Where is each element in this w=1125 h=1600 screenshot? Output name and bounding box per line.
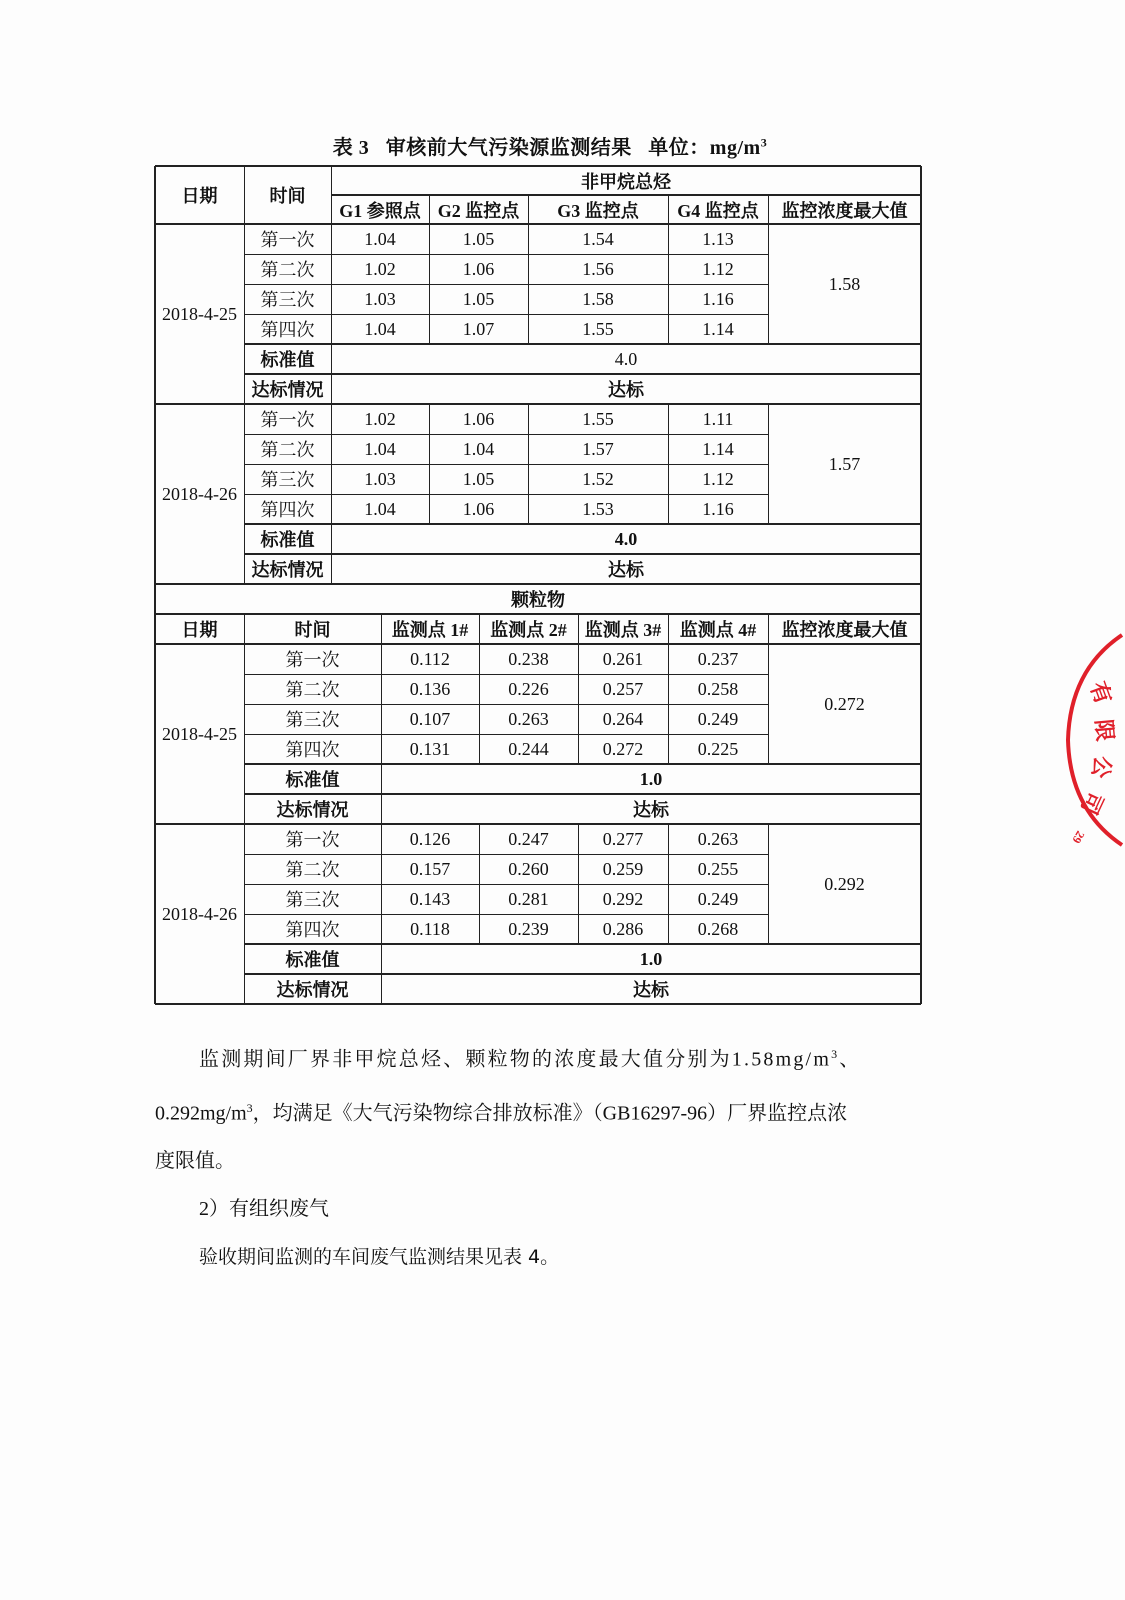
table-rule	[668, 404, 669, 434]
data-cell: 1.52	[582, 468, 614, 489]
column-header: 监控浓度最大值	[781, 620, 908, 640]
max-value-cell: 1.57	[828, 453, 861, 474]
data-cell: 0.259	[602, 858, 644, 879]
table-rule	[381, 794, 382, 824]
table-number: 表 3	[332, 137, 370, 159]
table-rule	[768, 195, 769, 224]
data-cell: 0.136	[409, 678, 451, 699]
table-rule	[668, 434, 669, 464]
table-rule	[479, 884, 480, 914]
unit-label: 单位：	[648, 137, 710, 159]
table-rule	[244, 166, 245, 224]
table-rule	[528, 314, 529, 344]
table-rule	[244, 644, 245, 824]
table-rule	[429, 254, 430, 284]
table-rule	[668, 734, 669, 764]
data-cell: 1.13	[702, 228, 734, 249]
table-rule	[668, 224, 669, 254]
table-rule	[381, 944, 382, 974]
paragraph-line: 度限值。	[155, 1150, 235, 1173]
table-rule	[668, 854, 669, 884]
table-rule	[479, 614, 480, 644]
data-cell: 1.55	[582, 318, 614, 339]
table-rule	[429, 284, 430, 314]
data-cell: 1.03	[364, 468, 396, 489]
table-rule	[578, 914, 579, 944]
table-rule	[668, 284, 669, 314]
table-rule	[331, 374, 332, 404]
paragraph-line	[155, 1030, 945, 1084]
data-cell: 0.237	[697, 648, 739, 669]
superscript: 3	[246, 1100, 253, 1115]
data-cell: 0.281	[508, 888, 549, 909]
table-rule	[331, 524, 332, 554]
data-cell: 0.264	[602, 708, 644, 729]
table-rule	[331, 464, 332, 494]
table-rule	[668, 254, 669, 284]
table-rule	[668, 494, 669, 524]
table-rule	[668, 824, 669, 854]
table-rule	[381, 974, 382, 1004]
column-header: 监测点 2#	[490, 620, 567, 640]
data-cell: 0.126	[409, 828, 451, 849]
column-header: 监测点 4#	[679, 620, 757, 640]
row-time-label: 第二次	[285, 680, 340, 700]
table-rule	[668, 314, 669, 344]
compliance-label: 达标情况	[251, 560, 324, 580]
data-cell: 0.112	[410, 648, 450, 669]
data-cell: 0.239	[508, 918, 549, 939]
data-cell: 1.02	[364, 258, 396, 279]
data-cell: 1.04	[364, 228, 396, 249]
row-time-label: 第一次	[260, 230, 315, 250]
seal-char: 公	[1087, 754, 1116, 781]
table-rule	[578, 674, 579, 704]
compliance-label: 达标情况	[276, 800, 349, 820]
table-rule	[528, 404, 529, 434]
table-rule	[479, 704, 480, 734]
column-header: 日期	[181, 620, 218, 640]
date-cell: 2018-4-26	[162, 483, 237, 504]
row-time-label: 第一次	[285, 830, 340, 850]
text: 0.292mg/m	[155, 1102, 247, 1125]
column-header: 监控浓度最大值	[781, 200, 908, 221]
seal-char: 限	[1091, 718, 1118, 743]
text: 监测期间厂界非甲烷总烃、颗粒物的浓度最大值分别为1.58mg/m	[199, 1048, 832, 1071]
table-rule	[668, 884, 669, 914]
table-rule	[668, 704, 669, 734]
table-rule	[528, 284, 529, 314]
table-rule	[528, 464, 529, 494]
data-cell: 0.260	[508, 858, 549, 879]
table-rule	[528, 254, 529, 284]
group-header: 非甲烷总烃	[581, 171, 671, 192]
table-rule	[244, 404, 245, 584]
table-rule	[479, 644, 480, 674]
data-cell: 1.02	[364, 408, 396, 429]
table-rule	[578, 704, 579, 734]
table-rule	[668, 464, 669, 494]
paragraph-summary	[155, 1030, 945, 1281]
table-rule	[528, 224, 529, 254]
row-time-label: 第四次	[260, 320, 315, 340]
data-cell: 0.292	[602, 888, 644, 909]
data-cell: 1.53	[582, 498, 614, 519]
table-rule	[155, 1003, 921, 1005]
unit-superscript: 3	[760, 135, 768, 150]
table-rule	[578, 644, 579, 674]
data-cell: 1.16	[702, 288, 734, 309]
data-cell: 1.03	[364, 288, 396, 309]
table-rule	[429, 195, 430, 224]
table-rule	[381, 674, 382, 704]
data-cell: 0.257	[602, 678, 644, 699]
data-cell: 0.247	[508, 828, 549, 849]
data-cell: 0.261	[602, 648, 644, 669]
table-rule	[244, 224, 245, 404]
standard-value: 1.0	[639, 948, 663, 969]
data-cell: 1.06	[462, 498, 495, 519]
table-rule	[331, 194, 921, 196]
table-rule	[381, 884, 382, 914]
table-rule	[479, 854, 480, 884]
table-rule	[381, 824, 382, 854]
table-rule	[381, 704, 382, 734]
column-header: 监测点 3#	[584, 620, 662, 640]
compliance-label: 达标情况	[251, 380, 324, 400]
max-value-cell: 1.58	[828, 273, 861, 294]
data-cell: 1.12	[702, 468, 734, 489]
row-time-label: 第三次	[260, 470, 315, 490]
table-rule	[528, 494, 529, 524]
compliance-value: 达标	[608, 560, 644, 580]
max-value-cell: 0.272	[824, 693, 865, 714]
table-rule	[429, 434, 430, 464]
row-time-label: 第三次	[260, 290, 315, 310]
compliance-value: 达标	[633, 800, 669, 820]
table-title: 审核前大气污染源监测结果	[385, 137, 632, 159]
data-cell: 0.258	[697, 678, 739, 699]
table-rule	[578, 824, 579, 854]
table-rule	[578, 734, 579, 764]
table-rule	[331, 494, 332, 524]
table-rule	[578, 884, 579, 914]
data-cell: 1.05	[462, 228, 495, 249]
row-time-label: 第二次	[260, 440, 315, 460]
data-cell: 0.249	[697, 708, 739, 729]
table-rule	[578, 614, 579, 644]
table-rule	[381, 854, 382, 884]
table-rule	[331, 224, 332, 254]
data-cell: 0.143	[409, 888, 451, 909]
data-cell: 0.263	[508, 708, 549, 729]
column-header: G1 参照点	[339, 200, 421, 221]
data-cell: 1.04	[364, 318, 396, 339]
data-cell: 1.06	[462, 258, 495, 279]
data-cell: 0.238	[508, 648, 549, 669]
compliance-value: 达标	[633, 980, 669, 1000]
column-header: 时间	[294, 620, 331, 640]
data-cell: 1.14	[702, 438, 734, 459]
column-header: G2 监控点	[437, 200, 520, 221]
table-rule	[331, 254, 332, 284]
data-cell: 0.286	[602, 918, 644, 939]
date-cell: 2018-4-26	[162, 903, 237, 924]
data-cell: 0.263	[697, 828, 739, 849]
standard-label: 标准值	[260, 350, 315, 370]
table-rule	[331, 314, 332, 344]
table-rule	[244, 824, 245, 1004]
standard-label: 标准值	[285, 770, 340, 790]
table-rule	[768, 614, 769, 644]
table-rule	[244, 614, 245, 644]
compliance-value: 达标	[608, 380, 644, 400]
unit: mg/m	[709, 137, 761, 159]
data-cell: 1.04	[364, 438, 396, 459]
company-seal-stamp	[1060, 630, 1125, 850]
table-rule	[331, 284, 332, 314]
data-cell: 1.04	[364, 498, 396, 519]
row-time-label: 第一次	[260, 410, 315, 430]
data-cell: 0.272	[602, 738, 644, 759]
data-cell: 1.55	[582, 408, 614, 429]
table-rule	[528, 434, 529, 464]
table-rule	[331, 166, 332, 224]
table-rule	[381, 764, 382, 794]
seal-char: 司	[1076, 787, 1109, 819]
data-cell: 0.225	[697, 738, 739, 759]
data-cell: 1.58	[582, 288, 614, 309]
column-header: 日期	[181, 186, 218, 206]
row-time-label: 第四次	[285, 740, 340, 760]
paragraph-reference: 验收期间监测的车间废气监测结果见表 4。	[199, 1246, 560, 1269]
table-rule	[429, 314, 430, 344]
column-header: G3 监控点	[557, 200, 639, 221]
standard-value: 1.0	[639, 768, 663, 789]
data-cell: 0.118	[410, 918, 450, 939]
table-rule	[381, 644, 382, 674]
standard-value: 4.0	[614, 348, 638, 369]
table-rule	[479, 914, 480, 944]
data-cell: 1.06	[462, 408, 495, 429]
table-rule	[381, 614, 382, 644]
compliance-label: 达标情况	[276, 980, 349, 1000]
data-cell: 0.226	[508, 678, 549, 699]
row-time-label: 第二次	[285, 860, 340, 880]
data-cell: 0.107	[409, 708, 451, 729]
data-cell: 1.11	[702, 408, 734, 429]
data-cell: 1.16	[702, 498, 734, 519]
data-cell: 0.277	[602, 828, 644, 849]
data-cell: 0.244	[508, 738, 549, 759]
table-rule	[528, 195, 529, 224]
table-rule	[920, 166, 922, 1004]
table-rule	[668, 614, 669, 644]
table-rule	[578, 854, 579, 884]
column-header: 时间	[269, 186, 306, 206]
table-rule	[155, 165, 921, 167]
table-rule	[331, 434, 332, 464]
row-time-label: 第四次	[260, 500, 315, 520]
group-header: 颗粒物	[511, 590, 565, 610]
data-cell: 1.57	[582, 438, 614, 459]
table-rule	[479, 674, 480, 704]
data-cell: 1.12	[702, 258, 734, 279]
data-cell: 1.54	[582, 228, 614, 249]
row-time-label: 第三次	[285, 710, 340, 730]
table-rule	[479, 734, 480, 764]
data-cell: 0.157	[409, 858, 451, 879]
subheading-organized-gas: 2）有组织废气	[199, 1198, 329, 1221]
column-header: G4 监控点	[677, 200, 759, 221]
column-header: 监测点 1#	[391, 620, 469, 640]
standard-value: 4.0	[614, 528, 638, 549]
row-time-label: 第一次	[285, 650, 340, 670]
seal-char: 有	[1085, 678, 1117, 708]
table-rule	[668, 195, 669, 224]
data-cell: 1.05	[462, 468, 495, 489]
superscript: 3	[831, 1047, 840, 1061]
row-time-label: 第四次	[285, 920, 340, 940]
table-rule	[381, 914, 382, 944]
data-cell: 0.249	[697, 888, 739, 909]
table-rule	[381, 734, 382, 764]
table-rule	[331, 554, 332, 584]
data-cell: 1.07	[462, 318, 495, 339]
table-rule	[429, 404, 430, 434]
table-rule	[429, 224, 430, 254]
row-time-label: 第三次	[285, 890, 340, 910]
table-rule	[331, 404, 332, 434]
table-caption	[0, 131, 1100, 160]
data-cell: 0.131	[409, 738, 451, 759]
table-rule	[668, 914, 669, 944]
max-value-cell: 0.292	[824, 873, 865, 894]
data-cell: 0.268	[697, 918, 739, 939]
data-cell: 0.255	[697, 858, 739, 879]
data-cell: 1.14	[702, 318, 734, 339]
table-rule	[429, 494, 430, 524]
text: 、	[839, 1048, 862, 1071]
date-cell: 2018-4-25	[162, 723, 237, 744]
table-rule	[429, 464, 430, 494]
table-rule	[479, 824, 480, 854]
data-cell: 1.04	[462, 438, 495, 459]
table-rule	[668, 644, 669, 674]
data-cell: 1.56	[582, 258, 614, 279]
paragraph-line	[155, 1084, 945, 1138]
seal-fragment: 29	[1069, 828, 1088, 846]
standard-label: 标准值	[260, 530, 315, 550]
date-cell: 2018-4-25	[162, 303, 237, 324]
row-time-label: 第二次	[260, 260, 315, 280]
table-rule	[331, 344, 332, 374]
data-cell: 1.05	[462, 288, 495, 309]
text: ，均满足《大气污染物综合排放标准》（GB16297-96）厂界监控点浓	[252, 1102, 848, 1125]
table-rule	[154, 166, 156, 1004]
table-rule	[668, 674, 669, 704]
standard-label: 标准值	[285, 950, 340, 970]
